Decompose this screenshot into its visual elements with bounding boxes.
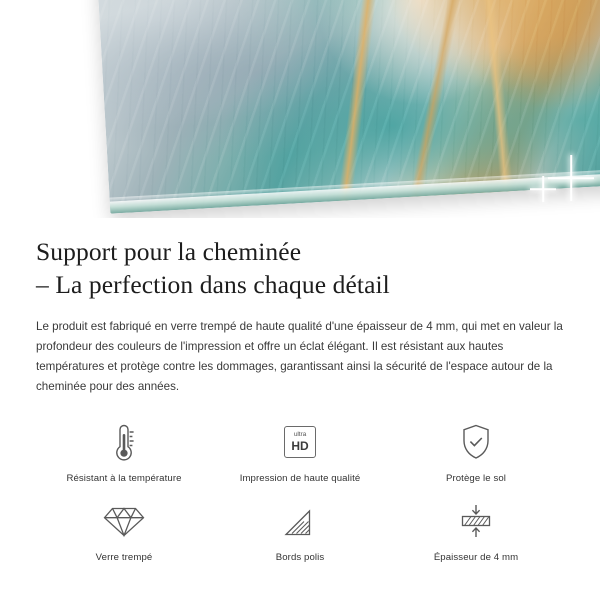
feature-label: Épaisseur de 4 mm: [433, 552, 519, 563]
glass-panel-image: [97, 0, 600, 214]
shield-check-icon: [458, 419, 494, 465]
feature-item-print-quality: [212, 419, 388, 484]
polished-edges-icon: [282, 498, 318, 544]
feature-item-thickness: [388, 498, 564, 563]
diamond-icon: [103, 498, 145, 544]
feature-label: Résistant à la température: [66, 473, 182, 484]
page-title: [36, 236, 564, 301]
feature-label: Verre trempé: [95, 552, 153, 563]
ultra-hd-icon: [284, 419, 316, 465]
ultra-hd-badge-top: ultra: [293, 431, 307, 439]
feature-label: Bords polis: [275, 552, 325, 563]
feature-label: Protège le sol: [445, 473, 507, 484]
feature-item-tempered-glass: [36, 498, 212, 563]
feature-grid: [36, 419, 564, 563]
feature-label: Impression de haute qualité: [239, 473, 361, 484]
thermometer-icon: [107, 419, 141, 465]
thickness-arrows-icon: [456, 498, 496, 544]
ultra-hd-badge-bottom: HD: [291, 438, 309, 453]
headline-line-1: Support pour la cheminée: [36, 237, 302, 266]
feature-item-polished-edges: [212, 498, 388, 563]
feature-item-temperature: [36, 419, 212, 484]
description-paragraph: Le produit est fabriqué en verre trempé de haute qualité d'une épaisseur de 4 mm, qui met en valeur la profondeur des couleurs de l'impression et offre un éclat élégant. Il est résistant aux hautes températures et protège contre les dommages, garantissant ainsi la sécurité de l'espace autour de la cheminée pour des années.: [36, 320, 563, 394]
feature-item-floor-protection: [388, 419, 564, 484]
hero-image: [0, 0, 600, 218]
headline-line-2: – La perfection dans chaque détail: [36, 269, 390, 299]
content-area: [0, 236, 600, 563]
